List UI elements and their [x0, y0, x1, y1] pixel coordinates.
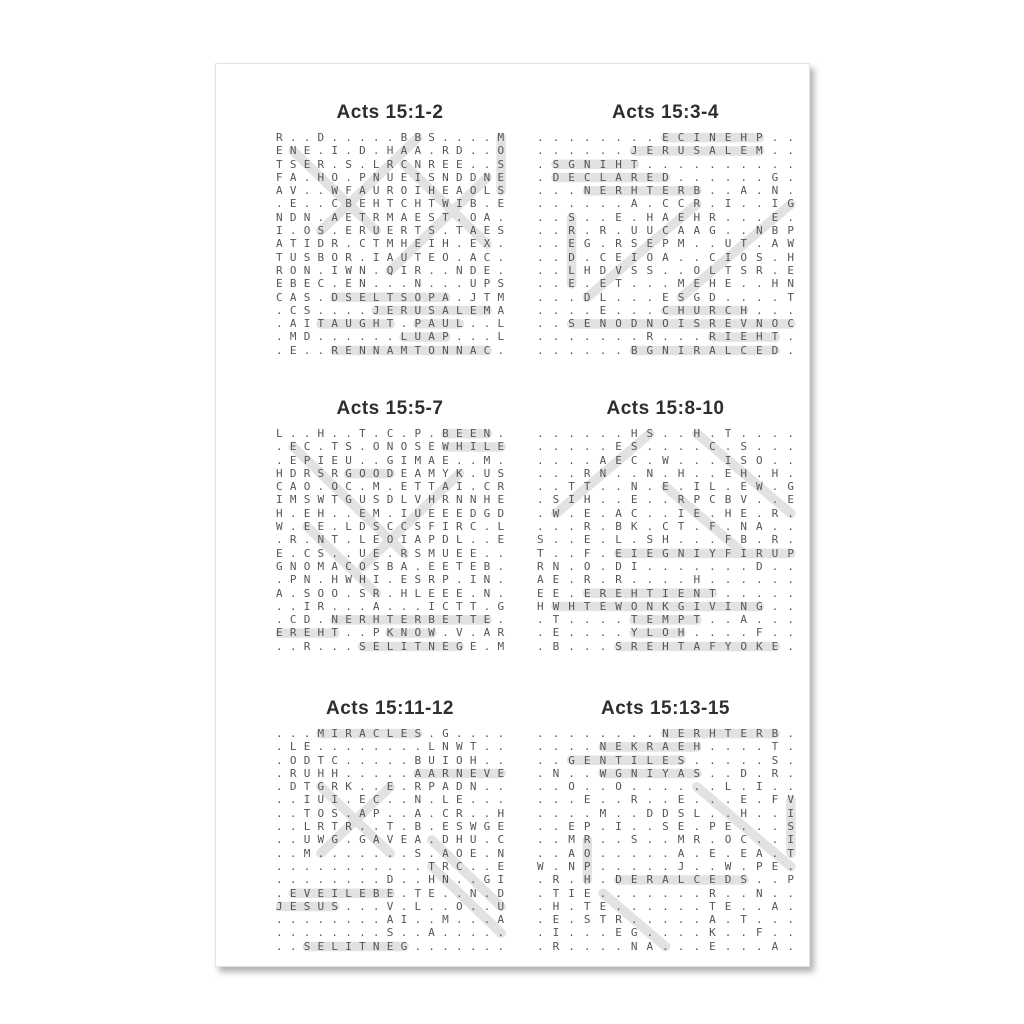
grid-row: H . E H . . E M . I U E E E D G D: [276, 506, 505, 520]
grid-row: . C S . . . . J E R U S A L E M A: [276, 303, 505, 317]
grid-row: . E . . . . Y L O H . . . . F . .: [537, 626, 796, 640]
grid-row: . . . . . . . . D . . H N . . G I: [276, 873, 505, 887]
grid-row: . . . . . . J E R U S A L E M . .: [537, 144, 796, 158]
grid-row: . . . . M . . D D S L . . H . . I: [537, 806, 796, 820]
grid-row: . . . . . . . . A I . . M . . . A: [276, 913, 505, 927]
puzzle-title: Acts 15:13-15: [600, 698, 731, 719]
grid-row: . . . M I R A C L E S . G . . . .: [276, 727, 505, 740]
grid-row: . . . E . . R . . E . . . E . F V: [537, 793, 796, 807]
grid-row: . T I E . . . . . . . R . . N . .: [537, 886, 796, 900]
letter-grid: [537, 131, 794, 357]
grid-row: . . R . . . S E L I T N E G E . M: [276, 639, 505, 653]
grid-row: . R . . . . N A . . . E . . . A .: [537, 939, 796, 953]
puzzle-title: Acts 15:1-2: [336, 102, 444, 123]
grid-row: . . E P . I . . S E . P E . . . S: [537, 820, 796, 834]
puzzle-title: Acts 15:3-4: [612, 102, 719, 123]
word-search-grid-wrap: [276, 727, 504, 954]
grid-row: E R E H T . . P K N O W . V . A R: [276, 626, 505, 640]
grid-row: . . . . . . . . . . . T R C . . E: [276, 859, 505, 873]
grid-row: W . E E . L D S C C S F I R C . L: [276, 520, 505, 534]
grid-row: S . . E . L . S H . . . F B . R .: [537, 533, 796, 547]
grid-row: . H . T E . . . . . . T E . . A .: [537, 899, 796, 913]
grid-row: R N . O . D I . . . . . . . D . .: [537, 559, 796, 573]
grid-row: G N O M A C O S B A . E E T E B .: [276, 559, 505, 573]
letter-grid: [276, 131, 504, 357]
grid-row: T . . F . E I E G N I Y F I R U P: [537, 546, 796, 560]
grid-row: A V . . W F A U R O I H E A O L S: [276, 184, 505, 198]
grid-row: . E . . R E N N A M T O N N A C .: [276, 343, 505, 357]
puzzle-acts-15-1-2: [276, 101, 504, 358]
grid-row: F A . H O . P N U E I S N D D N E: [276, 170, 505, 184]
grid-row: . . M . . . . . . . S . A O E . N: [276, 846, 505, 860]
grid-row: . . M R . . S . . M R . O C . . I: [537, 833, 796, 847]
grid-row: . I . . . E G . . . . K . . F . .: [537, 926, 796, 940]
grid-row: . . G E N T I L E S . . . . . S .: [537, 753, 796, 767]
puzzle-page-sheet: [215, 63, 810, 967]
grid-row: . D T G R K . . E . R P A D N . .: [276, 780, 505, 794]
grid-row: . . L H D V S S . . O L T S R . E: [537, 263, 796, 277]
grid-row: . E C . T S . O N O S E W H I L E: [276, 440, 505, 454]
grid-row: N D N . A E T R M A E S T . O A .: [276, 210, 505, 224]
grid-row: T S E R . S . L R C N R E E . . S: [276, 157, 505, 171]
grid-row: . . A O . . . . . A . E . E A . T: [537, 846, 796, 860]
grid-row: H D R S R G O O D E A M Y K . U S: [276, 466, 505, 480]
grid-row: R O N . I W N . Q I R . . N D E .: [276, 263, 505, 277]
grid-row: . . . N E R H T E R B . . A . N .: [537, 184, 796, 198]
grid-row: I M S W T G U S D L V H R N N H E: [276, 493, 505, 507]
grid-row: . . . . . . . R . . . R I E H T .: [537, 330, 796, 344]
grid-row: A T I D R . C T M H E I H . E X .: [276, 237, 505, 251]
grid-row: . . . R N . . N . H . . E H . H .: [537, 466, 796, 480]
grid-row: H W H T E W O N K G I V I N G . .: [537, 599, 796, 613]
word-search-grid-wrap: [276, 427, 504, 654]
grid-row: . . . . . . A . C C R . I . . I G: [537, 197, 796, 211]
grid-row: . E V E I L E B E . T E . . N . D: [276, 886, 505, 900]
grid-row: . T . . . . T E M P T . . A . . .: [537, 613, 796, 627]
grid-row: . D E C L A R E D . . . . . . G .: [537, 170, 796, 184]
grid-row: . . . . . . . . E C I N E H P . .: [537, 131, 796, 144]
grid-row: . . . . E . . . C H U R C H . . .: [537, 303, 796, 317]
grid-row: . S G N I H T . . . . . . . . . .: [537, 157, 796, 171]
grid-row: . . E . E T . . . M E H E . . H N: [537, 277, 796, 291]
word-search-grid-wrap: [276, 131, 504, 358]
grid-row: . . . . . . . . N E R H T E R B .: [537, 727, 796, 740]
puzzle-title: Acts 15:5-7: [336, 398, 444, 419]
grid-row: . N . . W G N I Y A S . . D . R .: [537, 766, 796, 780]
grid-row: . . S E N O D N O I S R E V N O C: [537, 317, 796, 331]
grid-row: . . S . . E . H A E H R . . . E .: [537, 210, 796, 224]
grid-row: . . O . . O . . . . . . L . I . .: [537, 780, 796, 794]
letter-grid: [537, 427, 794, 653]
grid-row: A E . R . R . . . . H . . . . . .: [537, 573, 796, 587]
grid-row: C A S . D S E L T S O P A . J T M: [276, 290, 505, 304]
puzzle-acts-15-11-12: [276, 697, 504, 954]
grid-row: L . . H . . T . C . P . B E E N .: [276, 427, 505, 440]
grid-row: . E . . C B E H T C H T W I B . E: [276, 197, 505, 211]
grid-row: T U S B O R . I A U T E O . A C .: [276, 250, 505, 264]
grid-row: . M D . . . . . . L U A P . . . L: [276, 330, 505, 344]
grid-row: . . R . R . U U C A A G . . N B P: [537, 224, 796, 238]
grid-row: . O D T C . . . . . B U I O H . .: [276, 753, 505, 767]
grid-row: E B E C . E N . . . N . . . U P S: [276, 277, 505, 291]
grid-row: I . O S . E R U E R T S . T A E S: [276, 224, 505, 238]
grid-row: C A O . O C . M . E T T A I . C R: [276, 480, 505, 494]
grid-row: R . . D . . . . . B B S . . . . M: [276, 131, 505, 144]
grid-row: . C D . N E R H T E R B E T T E .: [276, 613, 505, 627]
puzzle-acts-15-8-10: [537, 397, 794, 654]
grid-row: . . T T . . N . E . I L . E W . G: [537, 480, 796, 494]
grid-row: . . . . . E S . . . . C . S . . .: [537, 440, 796, 454]
grid-row: . W . E . A C . . I E . H E . R .: [537, 506, 796, 520]
grid-row: . . L R T R . . T . B . E S W G E: [276, 820, 505, 834]
grid-row: . . D . C E I O A . . C I O S . H: [537, 250, 796, 264]
grid-row: . L E . . . . . . . . L N W T . .: [276, 740, 505, 754]
grid-row: . B . . . S R E H T A F Y O K E .: [537, 639, 796, 653]
grid-row: . . . . . . H S . . H . T . . . .: [537, 427, 796, 440]
letter-grid: [537, 727, 794, 953]
grid-row: . . I R . . . A . . . I C T T . G: [276, 599, 505, 613]
grid-row: . . . . N E K R A E H . . . . T .: [537, 740, 796, 754]
puzzle-title: Acts 15:8-10: [606, 398, 725, 419]
letter-grid: [276, 427, 504, 653]
grid-row: . . . R . B K . C T . F . N A . .: [537, 520, 796, 534]
word-search-grid-wrap: [537, 131, 794, 358]
grid-row: . S I H . . E . . R P C B V . . E: [537, 493, 796, 507]
grid-row: E . C S . . U E . R S M U E E . .: [276, 546, 505, 560]
word-search-grid-wrap: [537, 427, 794, 654]
grid-row: A . S O O . S R . H L E E E . N .: [276, 586, 505, 600]
grid-row: . . . . . . . . S . . A . . . . .: [276, 926, 505, 940]
grid-row: E E . E R E H T I E N T . . . . .: [537, 586, 796, 600]
grid-row: J E S U S . . . V . L . . O . . U: [276, 899, 505, 913]
puzzle-acts-15-3-4: [537, 101, 794, 358]
grid-row: . . E G . R S E P M . . U T . A W: [537, 237, 796, 251]
grid-row: . . S E L I T N E G . . . . . . .: [276, 939, 505, 953]
puzzle-acts-15-5-7: [276, 397, 504, 654]
grid-row: . E P I E U . . G I M A E . . M .: [276, 453, 505, 467]
grid-row: . A I T A U G H T . P A U L . . L: [276, 317, 505, 331]
grid-row: . . . D L . . . E S G D . . . . T: [537, 290, 796, 304]
grid-row: . . U W G . G A V E A . D H U . C: [276, 833, 505, 847]
grid-row: . R . N T . L E O I A P D L . . E: [276, 533, 505, 547]
grid-row: W . N P . . . . . J . . W . P E .: [537, 859, 796, 873]
grid-row: . . . . . . B G N I R A L C E D .: [537, 343, 796, 357]
grid-row: . P N . H W H I . E S R P . I N .: [276, 573, 505, 587]
grid-row: . . T O S . A P . . A . C R . . H: [276, 806, 505, 820]
puzzle-title: Acts 15:11-12: [326, 698, 454, 719]
grid-row: . . I U I . E C . . N . L E . . .: [276, 793, 505, 807]
grid-row: . . . . A E C . W . . . I S O . .: [537, 453, 796, 467]
word-search-grid-wrap: [537, 727, 794, 954]
grid-row: . E . S T R . . . . . A . T . . .: [537, 913, 796, 927]
grid-row: . R U H H . . . . . A A R N E V E: [276, 766, 505, 780]
puzzle-acts-15-13-15: [537, 697, 794, 954]
grid-row: . R . H . D E R A L C E D S . . P: [537, 873, 796, 887]
grid-row: E N E . I . D . H A A . R D . . O: [276, 144, 505, 158]
letter-grid: [276, 727, 504, 953]
